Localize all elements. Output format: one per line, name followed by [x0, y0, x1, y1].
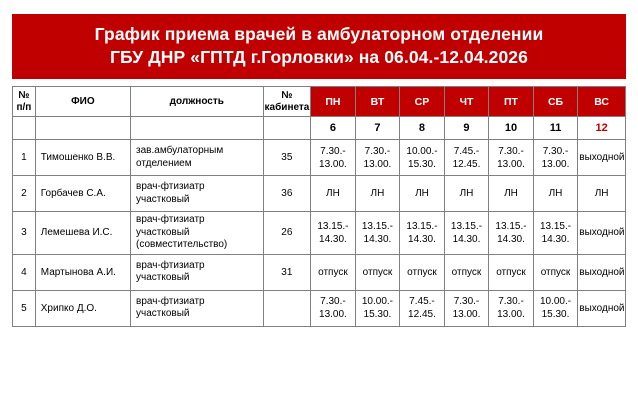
title-line-2: ГБУ ДНР «ГПТД г.Горловки» на 06.04.-12.04.2026: [110, 47, 528, 68]
row-number: 1: [13, 140, 36, 176]
date-cell-wed: 8: [400, 117, 445, 140]
slot-line2: 13.00.: [497, 309, 525, 321]
slot-line2: 15.30.: [541, 309, 570, 321]
slot-sat: отпуск: [533, 254, 578, 290]
date-cell-blank-3: [131, 117, 264, 140]
date-cell-blank-4: [263, 117, 311, 140]
slot-line2: 14.30.: [319, 233, 347, 245]
slot-wed: [400, 140, 445, 176]
row-cabinet: 31: [263, 254, 311, 290]
table-row: [13, 212, 626, 255]
slot-line1: 10.00.-: [361, 296, 394, 308]
slot-fri: ЛН: [489, 176, 534, 212]
date-cell-tue: 7: [355, 117, 400, 140]
row-fio: Лемешева И.С.: [35, 212, 130, 255]
slot-mon: ЛН: [311, 176, 356, 212]
slot-line1: 7.30.-: [498, 145, 524, 157]
slot-tue: ЛН: [355, 176, 400, 212]
slot-tue: [355, 212, 400, 255]
slot-line2: 14.30.: [452, 233, 481, 245]
slot-mon: отпуск: [311, 254, 356, 290]
slot-wed: [400, 290, 445, 326]
slot-line2: 13.00.: [319, 158, 347, 170]
table-row: [13, 290, 626, 326]
table-body: [13, 140, 626, 327]
header-fio: ФИО: [35, 87, 130, 117]
row-number: 4: [13, 254, 36, 290]
slot-line2: 15.30.: [363, 309, 392, 321]
row-fio: Тимошенко В.В.: [35, 140, 130, 176]
row-cabinet: 35: [263, 140, 311, 176]
slot-wed: ЛН: [400, 176, 445, 212]
row-post: врач-фтизиатр участковый: [131, 290, 264, 326]
table-row: [13, 176, 626, 212]
header-cab: № кабинета: [263, 87, 311, 117]
slot-sat: [533, 290, 578, 326]
slot-thu: [444, 140, 489, 176]
slot-sun: выходной: [578, 212, 626, 255]
slot-fri: [489, 140, 534, 176]
slot-fri: отпуск: [489, 254, 534, 290]
slot-line1: 13.15.-: [361, 220, 394, 232]
slot-line2: 15.30.: [408, 158, 436, 170]
document-title-banner: [12, 14, 626, 79]
header-day-sun: ВС: [578, 87, 626, 117]
slot-sun: выходной: [578, 254, 626, 290]
header-day-thu: ЧТ: [444, 87, 489, 117]
slot-line2: 14.30.: [541, 233, 570, 245]
slot-line1: 7.30.-: [320, 145, 346, 157]
header-day-wed: СР: [400, 87, 445, 117]
header-row: [13, 87, 626, 117]
slot-line2: 13.00.: [452, 309, 481, 321]
date-cell-blank-2: [35, 117, 130, 140]
date-cell-fri: 10: [489, 117, 534, 140]
slot-line1: 13.15.-: [317, 220, 349, 232]
slot-wed: [400, 212, 445, 255]
slot-line2: 13.00.: [541, 158, 570, 170]
slot-line1: 7.45.-: [453, 145, 480, 157]
schedule-table: [12, 86, 626, 327]
slot-line1: 7.30.-: [320, 296, 346, 308]
slot-line2: 13.00.: [497, 158, 525, 170]
slot-thu: [444, 290, 489, 326]
slot-line1: 7.30.-: [453, 296, 480, 308]
slot-sat: [533, 140, 578, 176]
header-day-tue: ВТ: [355, 87, 400, 117]
table-row: [13, 140, 626, 176]
table-row: [13, 254, 626, 290]
date-cell-sun: 12: [578, 117, 626, 140]
row-post: врач-фтизиатр участковый: [131, 254, 264, 290]
slot-line2: 14.30.: [497, 233, 525, 245]
dates-row: [13, 117, 626, 140]
header-day-mon: ПН: [311, 87, 356, 117]
row-post: врач-фтизиатр участковый (совместительство): [131, 212, 264, 255]
row-number: 2: [13, 176, 36, 212]
header-np: № п/п: [13, 87, 36, 117]
slot-line2: 14.30.: [408, 233, 436, 245]
row-number: 5: [13, 290, 36, 326]
row-cabinet: [263, 290, 311, 326]
slot-fri: [489, 290, 534, 326]
slot-line2: 12.45.: [452, 158, 481, 170]
slot-line2: 13.00.: [319, 309, 347, 321]
slot-sun: выходной: [578, 290, 626, 326]
row-fio: Мартынова А.И.: [35, 254, 130, 290]
row-number: 3: [13, 212, 36, 255]
slot-mon: [311, 290, 356, 326]
slot-mon: [311, 212, 356, 255]
date-cell-blank-1: [13, 117, 36, 140]
slot-sat: [533, 212, 578, 255]
slot-line1: 7.30.-: [542, 145, 569, 157]
slot-line1: 10.00.-: [539, 296, 572, 308]
slot-tue: [355, 290, 400, 326]
row-fio: Горбачев С.А.: [35, 176, 130, 212]
slot-sat: ЛН: [533, 176, 578, 212]
slot-line1: 7.30.-: [498, 296, 524, 308]
slot-line1: 13.15.-: [495, 220, 527, 232]
date-cell-mon: 6: [311, 117, 356, 140]
slot-line2: 14.30.: [363, 233, 392, 245]
slot-line1: 13.15.-: [406, 220, 438, 232]
slot-tue: отпуск: [355, 254, 400, 290]
slot-thu: ЛН: [444, 176, 489, 212]
slot-line1: 13.15.-: [450, 220, 483, 232]
slot-thu: [444, 212, 489, 255]
slot-sun: выходной: [578, 140, 626, 176]
slot-line1: 10.00.-: [406, 145, 438, 157]
header-post: должность: [131, 87, 264, 117]
slot-line1: 7.30.-: [364, 145, 391, 157]
row-fio: Хрипко Д.О.: [35, 290, 130, 326]
slot-fri: [489, 212, 534, 255]
date-cell-sat: 11: [533, 117, 578, 140]
slot-thu: отпуск: [444, 254, 489, 290]
slot-line1: 13.15.-: [539, 220, 572, 232]
row-cabinet: 26: [263, 212, 311, 255]
row-cabinet: 36: [263, 176, 311, 212]
row-post: зав.амбулаторным отделением: [131, 140, 264, 176]
slot-line2: 13.00.: [363, 158, 392, 170]
slot-wed: отпуск: [400, 254, 445, 290]
header-day-fri: ПТ: [489, 87, 534, 117]
slot-sun: ЛН: [578, 176, 626, 212]
slot-line2: 12.45.: [408, 309, 436, 321]
row-post: врач-фтизиатр участковый: [131, 176, 264, 212]
date-cell-thu: 9: [444, 117, 489, 140]
header-day-sat: СБ: [533, 87, 578, 117]
slot-line1: 7.45.-: [409, 296, 435, 308]
slot-mon: [311, 140, 356, 176]
table-head: [13, 87, 626, 140]
slot-tue: [355, 140, 400, 176]
title-line-1: График приема врачей в амбулаторном отделении: [94, 24, 544, 44]
